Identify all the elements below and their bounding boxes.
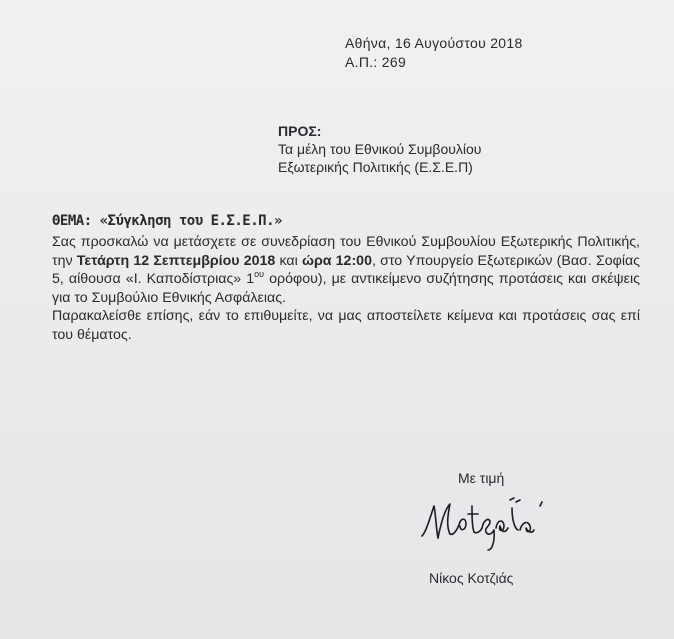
closing-salutation: Με τιμή <box>458 470 505 486</box>
letter-date: Αθήνα, 16 Αυγούστου 2018 <box>345 35 523 51</box>
recipient-line-1: Τα μέλη του Εθνικού Συμβουλίου <box>278 141 482 157</box>
signature-stroke-9 <box>510 498 520 502</box>
signature-stroke-3 <box>460 519 466 529</box>
meeting-date: Τετάρτη 12 Σεπτεμβρίου 2018 <box>76 252 276 269</box>
signature-stroke-7 <box>496 521 508 532</box>
signature-stroke-11 <box>540 502 542 506</box>
para1-text-1: Σας προσκαλώ να μετάσχετε σε συνεδρίαση του Εθνικού Συμβουλίου Εξωτερικής Πολιτικής, την <box>52 234 640 269</box>
signature-stroke-10 <box>520 523 534 533</box>
para1-text-4: ορόφου), με αντικείμενο συζήτησης προτάσεις και σκέψεις για το Συμβούλιο Εθνικής Ασφάλειας. <box>52 271 640 306</box>
signature-stroke-8 <box>512 508 518 530</box>
body-paragraph-2: Παρακαλείσθε επίσης, εάν το επιθυμείτε, να μας αποστείλετε κείμενα και προτάσεις σας επί του θέματος. <box>52 308 640 343</box>
para1-text-2: και <box>275 252 302 269</box>
signature-stroke-4 <box>472 506 482 533</box>
protocol-number: Α.Π.: 269 <box>345 54 407 70</box>
recipient-line-2: Εξωτερικής Πολιτικής (Ε.Σ.Ε.Π) <box>278 159 473 175</box>
meeting-time: ώρα 12:00 <box>301 252 372 269</box>
handwritten-signature <box>416 488 556 558</box>
floor-superscript: ου <box>254 269 265 279</box>
signer-name: Νίκος Κοτζιάς <box>429 570 514 586</box>
signature-stroke-2 <box>438 504 460 538</box>
body-paragraph-1 <box>52 233 640 307</box>
signature-stroke-1 <box>422 506 438 538</box>
para1-text-3: , στο Υπουργείο Εξωτερικών (Βασ. Σοφίας 5, αίθουσα «Ι. Καποδίστριας» 1 <box>52 252 641 287</box>
signature-stroke-6 <box>482 520 494 550</box>
letter-subject: ΘΕΜΑ: «Σύγκληση του Ε.Σ.Ε.Π.» <box>52 213 282 229</box>
letter-body <box>52 233 640 344</box>
recipient-label: ΠΡΟΣ: <box>278 123 322 139</box>
